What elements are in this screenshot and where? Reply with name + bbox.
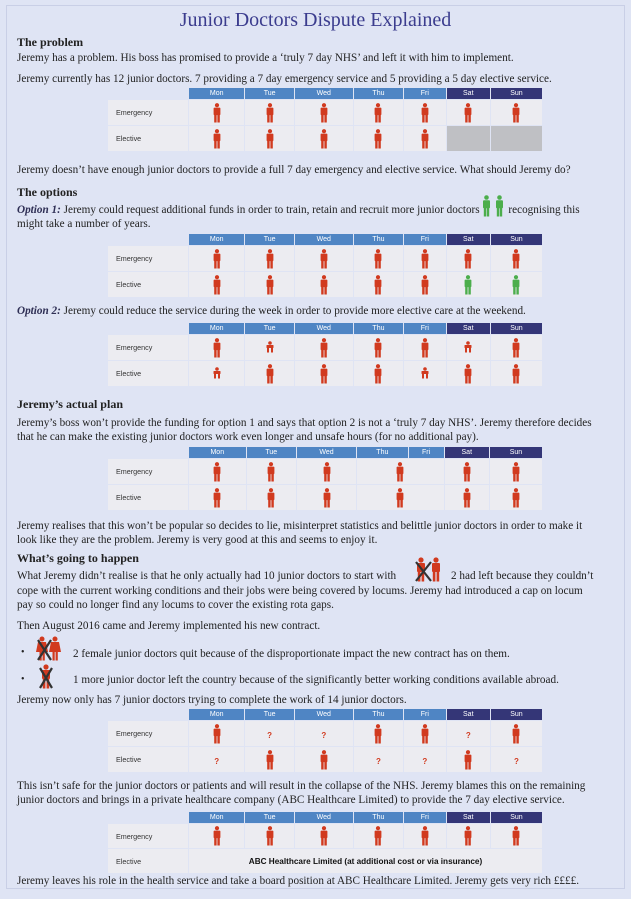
- doctor-icon: [511, 339, 521, 356]
- new-doctor-icon: [511, 276, 521, 293]
- day-header-sat: Sat: [446, 812, 490, 824]
- emergency-cell-shift-3: [296, 459, 356, 485]
- doctor-icon: [420, 130, 430, 147]
- new-doctors-icon: [480, 195, 506, 217]
- bullet-point-2: •: [21, 674, 25, 685]
- elective-cell-sun: [490, 361, 542, 387]
- doctor-icon: [212, 463, 222, 480]
- doctor-icon: [212, 489, 222, 506]
- day-header-tue: Tue: [245, 323, 294, 335]
- doctor-icon: [319, 339, 329, 356]
- doctor-icon: [395, 489, 405, 506]
- option-2-text: Jeremy could reduce the service during the week in order to provide more elective care at the weekend.: [60, 305, 526, 317]
- reduced-doctor-icon: [420, 365, 430, 382]
- page-title: Junior Doctors Dispute Explained: [179, 9, 452, 31]
- option-2-label: Option 2:: [17, 305, 61, 317]
- emergency-cell-thu: [353, 824, 403, 849]
- day-header-thu: Thu: [353, 709, 403, 721]
- doctor-icon: [511, 104, 521, 121]
- doctor-icon: [266, 489, 276, 506]
- day-header-wed: Wed: [294, 234, 353, 246]
- private-provider-cell: ABC Healthcare Limited (at additional cost or via insurance): [189, 849, 543, 874]
- rota-table-private-provider: [107, 811, 543, 874]
- paragraph-happen-1b: 2 had left because they couldn’t: [451, 570, 594, 582]
- happen-text-a: What Jeremy didn’t realise is that he only actually had 10 junior doctors to start with: [17, 570, 397, 582]
- unfilled-shift-marker: ?: [422, 756, 428, 766]
- paragraph-actual-1: Jeremy’s boss won’t provide the funding for option 1 and says that option 2 is not a ‘truly 7 day NHS’. Jeremy therefore decides: [17, 417, 592, 429]
- option-1-label: Option 1:: [17, 204, 61, 216]
- elective-cell-tue: [245, 272, 294, 298]
- doctor-icon: [463, 250, 473, 267]
- paragraph-problem-3: Jeremy doesn’t have enough junior doctors to provide a full 7 day emergency and elective service. What should Jeremy do?: [17, 164, 571, 176]
- elective-row: [108, 361, 543, 387]
- elective-row-label: Elective: [108, 747, 189, 773]
- elective-row-label: Elective: [108, 361, 189, 387]
- day-header-fri: Fri: [408, 447, 444, 459]
- doctor-icon: [265, 276, 275, 293]
- doctor-icon: [212, 250, 222, 267]
- doctor-icon: [420, 725, 430, 742]
- elective-row: [108, 485, 543, 511]
- elective-cell-sun: [490, 272, 542, 298]
- day-header-sun: Sun: [490, 323, 542, 335]
- elective-cell-sat: [446, 272, 490, 298]
- emergency-row: [108, 459, 543, 485]
- option-1-text: Jeremy could request additional funds in order to train, retain and recruit more junior doctors: [60, 204, 480, 216]
- day-header-sat: Sat: [446, 323, 490, 335]
- reduced-doctor-icon: [265, 339, 275, 356]
- elective-cell-shift-1: [189, 485, 247, 511]
- elective-cell-thu: [353, 272, 403, 298]
- rota-table-after-contract: [107, 708, 543, 773]
- day-header-tue: Tue: [245, 709, 294, 721]
- emergency-cell-fri: [404, 824, 446, 849]
- doctor-icon: [319, 751, 329, 768]
- elective-cell-tue: [245, 126, 294, 152]
- doctor-icon: [373, 250, 383, 267]
- doctor-icon: [463, 827, 473, 844]
- elective-cell-shift-2: [246, 485, 296, 511]
- emergency-cell-wed: [294, 246, 353, 272]
- emergency-cell-thu: [353, 100, 403, 126]
- doctor-icon: [420, 250, 430, 267]
- header-corner: [108, 812, 189, 824]
- emergency-cell-wed: [294, 721, 353, 747]
- reduced-doctor-icon: [212, 365, 222, 382]
- day-header-mon: Mon: [189, 812, 245, 824]
- emergency-cell-thu: [353, 335, 403, 361]
- infographic-page: [6, 5, 625, 889]
- emergency-row-label: Emergency: [108, 100, 189, 126]
- bullet-text-1: 2 female junior doctors quit because of the disproportionate impact the new contract has on them.: [73, 648, 510, 660]
- heading-actual-plan: Jeremy’s actual plan: [17, 397, 123, 411]
- elective-cell-mon: [189, 126, 245, 152]
- elective-cell-mon: [189, 272, 245, 298]
- day-header-sat: Sat: [446, 234, 490, 246]
- paragraph-option-1: [17, 203, 580, 218]
- doctor-icon: [373, 365, 383, 382]
- emergency-cell-sun: [490, 246, 542, 272]
- emergency-cell-fri: [404, 721, 446, 747]
- doctor-icon: [265, 751, 275, 768]
- day-header-sun: Sun: [490, 88, 542, 100]
- elective-cell-mon: [189, 361, 245, 387]
- elective-cell-tue: [245, 747, 294, 773]
- header-corner: [108, 234, 189, 246]
- header-corner: [108, 323, 189, 335]
- doctor-icon: [265, 827, 275, 844]
- day-header-mon: Mon: [189, 88, 245, 100]
- emergency-cell-tue: [245, 721, 294, 747]
- emergency-row: [108, 824, 543, 849]
- emergency-cell-tue: [245, 246, 294, 272]
- doctor-icon: [420, 339, 430, 356]
- doctor-icon: [463, 104, 473, 121]
- doctor-icon: [319, 365, 329, 382]
- emergency-row: [108, 246, 543, 272]
- doctor-icon: [212, 104, 222, 121]
- doctor-icon: [319, 276, 329, 293]
- emergency-cell-sat: [446, 335, 490, 361]
- day-header-fri: Fri: [404, 812, 446, 824]
- emergency-row-label: Emergency: [108, 246, 189, 272]
- doctor-icon: [373, 130, 383, 147]
- unfilled-shift-marker: ?: [376, 756, 381, 766]
- doctor-icon: [265, 130, 275, 147]
- day-header-mon: Mon: [189, 323, 245, 335]
- elective-cell-shift-3: [296, 485, 356, 511]
- emergency-cell-mon: [189, 721, 245, 747]
- paragraph-actual-2: that he can make the existing junior doctors work even longer and unsafe hours (for no additional pay).: [17, 431, 479, 443]
- doctor-icon: [373, 339, 383, 356]
- doctor-icon: [511, 250, 521, 267]
- crossed-female-doctors-icon: [34, 636, 64, 667]
- elective-cell-fri: [404, 126, 446, 152]
- rota-table-current: [107, 87, 543, 152]
- header-corner: [108, 447, 189, 459]
- doctor-icon: [420, 104, 430, 121]
- elective-row: [108, 849, 543, 874]
- paragraph-realise-2: look like they are the problem. Jeremy is very good at this and seems to enjoy it.: [17, 534, 378, 546]
- elective-row: [108, 272, 543, 298]
- doctor-icon: [319, 827, 329, 844]
- elective-cell-shift-5: [444, 485, 489, 511]
- elective-cell-mon: [189, 747, 245, 773]
- doctor-icon: [395, 463, 405, 480]
- emergency-cell-shift-1: [189, 459, 247, 485]
- heading-whats-going-to-happen: What’s going to happen: [17, 551, 139, 565]
- doctor-icon: [420, 276, 430, 293]
- doctor-icon: [265, 365, 275, 382]
- doctor-icon: [373, 104, 383, 121]
- elective-cell-shift-6: [489, 485, 542, 511]
- doctor-icon: [322, 489, 332, 506]
- doctor-icon: [212, 339, 222, 356]
- elective-cell-thu: [353, 747, 403, 773]
- elective-row-label: Elective: [108, 485, 189, 511]
- emergency-cell-sun: [490, 100, 542, 126]
- emergency-cell-wed: [294, 335, 353, 361]
- day-header-thu: Thu: [353, 812, 403, 824]
- doctor-icon: [463, 751, 473, 768]
- doctor-icon: [265, 250, 275, 267]
- unfilled-shift-marker: ?: [214, 756, 220, 766]
- paragraph-final: Jeremy leaves his role in the health service and take a board position at ABC Healthcare Limited. Jeremy gets very rich ££££.: [17, 875, 579, 887]
- day-header-sun: Sun: [490, 234, 542, 246]
- day-header-thu: Thu: [353, 234, 403, 246]
- paragraph-unsafe-1: This isn’t safe for the junior doctors or patients and will result in the collapse of the NHS. Jeremy blames this on the remaining: [17, 780, 586, 792]
- emergency-cell-mon: [189, 824, 245, 849]
- doctor-icon: [511, 827, 521, 844]
- day-header-thu: Thu: [353, 323, 403, 335]
- emergency-cell-fri: [404, 246, 446, 272]
- day-header-sun: Sun: [489, 447, 542, 459]
- elective-cell-tue: [245, 361, 294, 387]
- elective-cell-sat: [446, 747, 490, 773]
- doctor-icon: [212, 130, 222, 147]
- doctor-icon: [212, 276, 222, 293]
- doctor-icon: [319, 104, 329, 121]
- emergency-cell-sun: [490, 335, 542, 361]
- day-header-sat: Sat: [446, 709, 490, 721]
- elective-cell-wed: [294, 747, 353, 773]
- elective-cell-wed: [294, 361, 353, 387]
- emergency-cell-sun: [490, 721, 542, 747]
- doctor-icon: [511, 489, 521, 506]
- elective-cell-shift-4: [357, 485, 445, 511]
- day-header-mon: Mon: [189, 709, 245, 721]
- paragraph-august: Then August 2016 came and Jeremy implemented his new contract.: [17, 620, 321, 632]
- emergency-row-label: Emergency: [108, 335, 189, 361]
- unstaffed-cell: [446, 126, 490, 152]
- rota-table-actual-plan: [107, 446, 543, 511]
- elective-cell-wed: [294, 126, 353, 152]
- emergency-cell-shift-4: [357, 459, 445, 485]
- doctor-icon: [266, 463, 276, 480]
- emergency-cell-shift-5: [444, 459, 489, 485]
- doctor-icon: [212, 725, 222, 742]
- doctor-icon: [462, 489, 472, 506]
- doctor-icon: [265, 104, 275, 121]
- rota-table-option-1: [107, 233, 543, 298]
- emergency-cell-thu: [353, 246, 403, 272]
- unfilled-shift-marker: ?: [514, 756, 519, 766]
- rota-table-option-2: [107, 322, 543, 387]
- paragraph-seven-doctors: Jeremy now only has 7 junior doctors trying to complete the work of 14 junior doctors.: [17, 694, 407, 706]
- elective-cell-fri: [404, 272, 446, 298]
- paragraph-unsafe-2: junior doctors and brings in a private healthcare company (ABC Healthcare Limited) to provide the 7 day elective service.: [17, 794, 565, 806]
- emergency-row: [108, 721, 543, 747]
- day-header-wed: Wed: [296, 447, 356, 459]
- emergency-row-label: Emergency: [108, 721, 189, 747]
- elective-cell-thu: [353, 126, 403, 152]
- unfilled-shift-marker: ?: [321, 730, 327, 740]
- day-header-tue: Tue: [246, 447, 296, 459]
- day-header-mon: Mon: [189, 447, 247, 459]
- bullet-point-1: •: [21, 647, 25, 658]
- day-header-tue: Tue: [245, 88, 294, 100]
- elective-cell-sat: [446, 361, 490, 387]
- elective-cell-fri: [404, 747, 446, 773]
- elective-row-label: Elective: [108, 849, 189, 874]
- emergency-cell-shift-2: [246, 459, 296, 485]
- emergency-cell-sat: [446, 100, 490, 126]
- paragraph-problem-1: Jeremy has a problem. His boss has promised to provide a ‘truly 7 day NHS’ and left it with him to implement.: [17, 52, 514, 64]
- doctor-icon: [420, 827, 430, 844]
- doctor-icon: [373, 725, 383, 742]
- day-header-wed: Wed: [294, 709, 353, 721]
- emergency-row: [108, 335, 543, 361]
- doctor-icon: [462, 463, 472, 480]
- emergency-cell-tue: [245, 100, 294, 126]
- day-header-tue: Tue: [245, 812, 294, 824]
- paragraph-option-2: [17, 304, 526, 319]
- day-header-sat: Sat: [444, 447, 489, 459]
- emergency-cell-tue: [245, 824, 294, 849]
- paragraph-happen-2: cope with the current working conditions and their jobs were being covered by locums. Jeremy had introduced a cap on locum: [17, 585, 583, 597]
- emergency-cell-sat: [446, 246, 490, 272]
- emergency-cell-sun: [490, 824, 542, 849]
- new-doctor-icon: [463, 276, 473, 293]
- day-header-fri: Fri: [404, 88, 446, 100]
- day-header-sun: Sun: [490, 709, 542, 721]
- reduced-doctor-icon: [463, 339, 473, 356]
- doctor-icon: [319, 250, 329, 267]
- emergency-cell-tue: [245, 335, 294, 361]
- emergency-cell-mon: [189, 100, 245, 126]
- doctor-icon: [511, 463, 521, 480]
- unfilled-shift-marker: ?: [465, 730, 471, 740]
- emergency-cell-mon: [189, 246, 245, 272]
- emergency-row-label: Emergency: [108, 824, 189, 849]
- day-header-fri: Fri: [404, 709, 446, 721]
- emergency-cell-fri: [404, 100, 446, 126]
- emergency-row: [108, 100, 543, 126]
- day-header-wed: Wed: [294, 812, 353, 824]
- emergency-row-label: Emergency: [108, 459, 189, 485]
- day-header-wed: Wed: [294, 88, 353, 100]
- elective-row: [108, 126, 543, 152]
- header-corner: [108, 709, 189, 721]
- paragraph-happen-1: [17, 569, 396, 584]
- paragraph-option-1-cont: might take a number of years.: [17, 218, 151, 230]
- paragraph-realise-1: Jeremy realises that this won’t be popular so decides to lie, misinterpret statistics and belittle junior doctors in order to make it: [17, 520, 583, 532]
- emergency-cell-wed: [294, 824, 353, 849]
- elective-cell-thu: [353, 361, 403, 387]
- elective-row-label: Elective: [108, 272, 189, 298]
- day-header-wed: Wed: [294, 323, 353, 335]
- day-header-fri: Fri: [404, 234, 446, 246]
- elective-cell-sun: [490, 747, 542, 773]
- doctor-icon: [319, 130, 329, 147]
- doctor-icon: [511, 365, 521, 382]
- doctor-icon: [322, 463, 332, 480]
- day-header-thu: Thu: [353, 88, 403, 100]
- doctor-icon: [511, 725, 521, 742]
- day-header-sat: Sat: [446, 88, 490, 100]
- elective-cell-wed: [294, 272, 353, 298]
- option-1-text-cont: recognising this: [505, 204, 580, 216]
- crossed-doctor-icon: [37, 664, 55, 695]
- emergency-cell-sat: [446, 824, 490, 849]
- day-header-mon: Mon: [189, 234, 245, 246]
- unstaffed-cell: [490, 126, 542, 152]
- unfilled-shift-marker: ?: [267, 730, 273, 740]
- day-header-thu: Thu: [357, 447, 408, 459]
- emergency-cell-mon: [189, 335, 245, 361]
- bullet-text-2: 1 more junior doctor left the country because of the significantly better working conditions available abroad.: [73, 674, 559, 686]
- paragraph-happen-3: pay so could no longer find any locums to cover the existing rota gaps.: [17, 599, 334, 611]
- doctor-icon: [212, 827, 222, 844]
- emergency-cell-thu: [353, 721, 403, 747]
- doctor-icon: [373, 276, 383, 293]
- doctor-icon: [373, 827, 383, 844]
- elective-row: [108, 747, 543, 773]
- day-header-fri: Fri: [404, 323, 446, 335]
- doctor-icon: [463, 365, 473, 382]
- day-header-sun: Sun: [490, 812, 542, 824]
- header-corner: [108, 88, 189, 100]
- day-header-tue: Tue: [245, 234, 294, 246]
- emergency-cell-shift-6: [489, 459, 542, 485]
- emergency-cell-sat: [446, 721, 490, 747]
- elective-cell-fri: [404, 361, 446, 387]
- emergency-cell-fri: [404, 335, 446, 361]
- heading-problem: The problem: [17, 35, 84, 49]
- heading-options: The options: [17, 185, 78, 199]
- elective-row-label: Elective: [108, 126, 189, 152]
- paragraph-problem-2: Jeremy currently has 12 junior doctors. 7 providing a 7 day emergency service and 5 providing a 5 day elective service.: [17, 73, 552, 85]
- emergency-cell-wed: [294, 100, 353, 126]
